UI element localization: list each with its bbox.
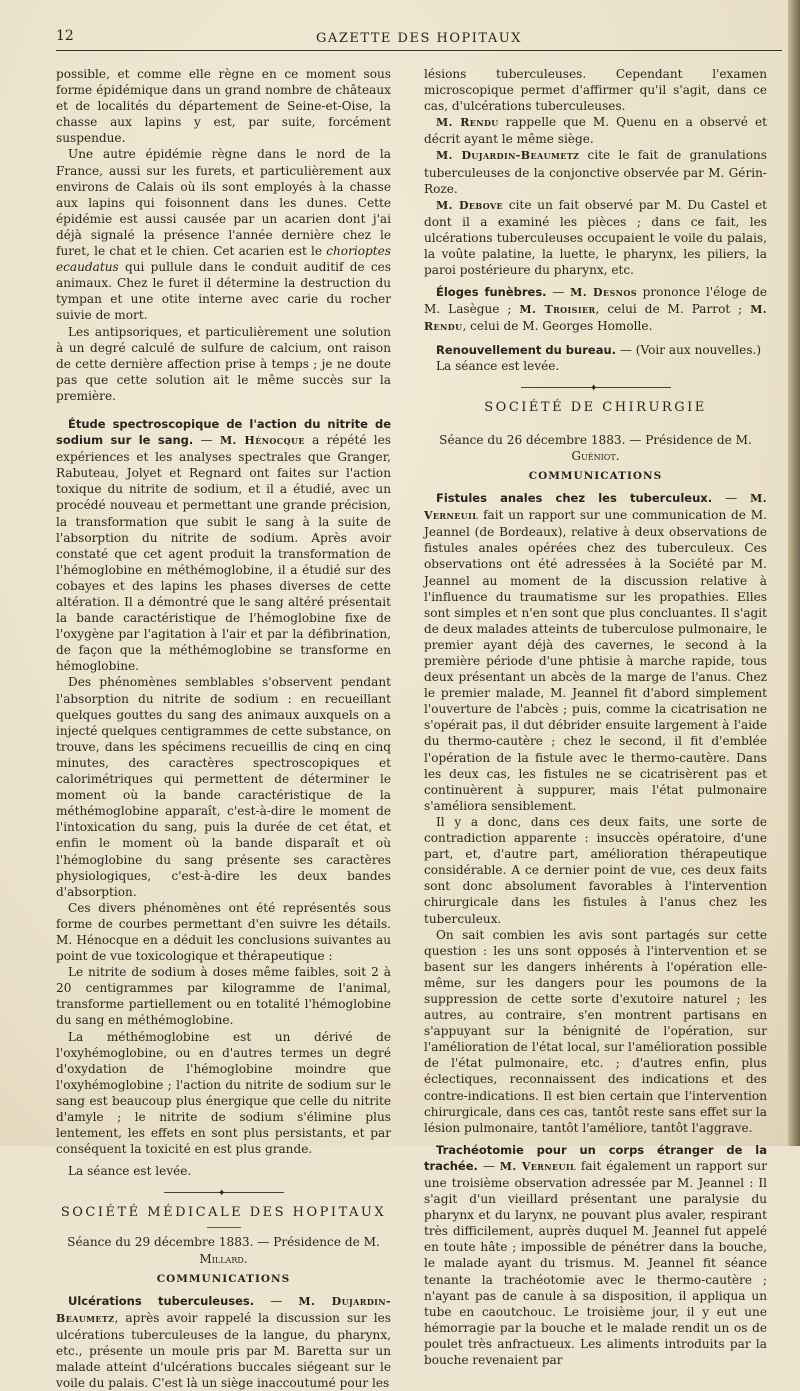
author-name: M. Hénocque [219, 434, 305, 448]
author-name: M. Dujardin-Beaumetz [436, 149, 580, 163]
article-title: Renouvellement du bureau. [436, 342, 617, 357]
author-name: M. Verneuil [499, 1159, 577, 1173]
page-edge-shadow [788, 0, 800, 1146]
page-number: 12 [56, 28, 74, 44]
right-column [424, 66, 767, 1368]
closing-line: La séance est levée. [68, 1164, 192, 1179]
species-name: chorioptes ecaudatus [56, 244, 391, 275]
author-name: M. Dujardin-Beaumetz [56, 1294, 391, 1325]
paragraph: Ces divers phénomènes ont été représentés sous forme de courbes permettant d'en suivre les détails. M. Hénocque en a déduit les conclusions suivantes au point de vue toxicologique et thérapeutique : [56, 900, 391, 964]
society-title: SOCIÉTÉ MÉDICALE DES HOPITAUX [60, 1205, 387, 1221]
article-fistules: Fistules anales chez les tuberculeux. — M. Verneuil fait un rapport sur une communication de M. Jeannel (de Bordeaux), relative à deux observations de fistules anales opérées chez des tuberculeux. Ces observations ont été adressées à la Société par M. Jeannel au moment de la discussion relative à l'influence du traumatisme sur les propathies. Elles sont simples et n'en sont que plus concluantes. Il s'agit de deux malades atteints de tuberculose pulmonaire, le premier ayant déjà des cavernes, le second à la première période d'une phtisie à marche rapide, tous deux présentant un abcès de la marge de l'anus. Chez le premier malade, M. Jeannel fit d'abord simplement l'ouverture de l'abcès ; puis, comme la cicatrisation ne s'opérait pas, il dut débrider ensuite largement à l'aide du thermo-cautère ; chez le second, il fit d'emblée l'opération de la fistule avec le thermo-cautère. Dans les deux cas, les fistules ne se cicatrisèrent pas et continuèrent à suppurer, mais l'état pulmonaire s'améliora sensiblement. [424, 491, 767, 813]
paragraph: Il y a donc, dans ces deux faits, une sorte de contradiction apparente : insuccès opératoire, d'une part, et, d'autre part, amélioration thérapeutique considérable. A ce dernier point de vue, ces deux faits sont donc absolument favorables à l'intervention chirurgicale dans les fistules à l'anus chez les tuberculeux. [424, 814, 767, 926]
article-tracheotomie: Trachéotomie pour un corps étranger de la trachée. — M. Verneuil fait également un rapport sur une troisième observation adressée par M. Jeannel : Il s'agit d'un vieillard présentant une paralysie du pharynx et du larynx, ne pouvant plus avaler, respirant très difficilement, auprès duquel M. Jeannel fut appelé en toute hâte ; impossible de pénétrer dans la bouche, le malade ayant du trismus. M. Jeannel fit séance tenante la trachéotomie avec le thermo-cautère ; n'ayant pas de canule à sa disposition, il appliqua un tube en caoutchouc. Le troisième jour, il y eut une hémorragie par la bouche et le malade rendit un os de poulet très anfractueux. Les aliments introduits par la bouche revenaient par [424, 1142, 767, 1368]
paragraph: lésions tuberculeuses. Cependant l'examen microscopique permet d'affirmer qu'il s'agit, dans ce cas, d'ulcérations tuberculeuses. [424, 67, 767, 114]
article-title: Fistules anales chez les tuberculeux. [436, 491, 713, 506]
article-title: Éloges funèbres. [436, 285, 547, 300]
divider [207, 1227, 241, 1228]
article-ulcerations: Ulcérations tuberculeuses. — M. Dujardin-Beaumetz, après avoir rappelé la discussion sur les ulcérations tuberculeuses de la langue, du pharynx, etc., présente un moule pris par M. Baretta sur un malade atteint d'ulcérations buccales siégeant sur le voile du palais. C'est là un siège inaccoutumé pour les [56, 1293, 391, 1391]
left-column [56, 66, 391, 1391]
communications-heading: COMMUNICATIONS [156, 1272, 291, 1285]
paragraph: Des phénomènes semblables s'observent pendant l'absorption du nitrite de sodium : en recueillant quelques gouttes du sang des animaux auxquels on a injecté quelques centigrammes de cette substance, on trouve, dans les spécimens recueillis de cinq en cinq minutes, des caractères spectroscopiques et calorimétriques qui permettent de déterminer le moment où la bande caractéristique de la méthémoglobine apparaît, c'est-à-dire le moment de l'intoxication du sang, puis la durée de cet état, et enfin le moment où la bande disparaît et où l'hémoglobine du sang présente ses caractères physiologiques, c'est-à-dire les deux bandes d'absorption. [56, 675, 391, 899]
paragraph: On sait combien les avis sont partagés sur cette question : les uns sont opposés à l'intervention et se basent sur les dangers inhérents à l'opération elle-même, sur les dangers pour les poumons de la suppression de cette sorte d'exutoire naturel ; les autres, au contraire, s'en montrent partisans en s'appuyant sur la bénignité de l'opération, sur l'amélioration de l'état local, sur l'amélioration possible de l'état pulmonaire, etc. ; d'autres enfin, plus éclectiques, reconnaissent des indications et des contre-indications. Il est bien certain que l'intervention chirurgicale, dans ces cas, tantôt reste sans effet sur la lésion pulmonaire, tantôt l'améliore, tantôt l'aggrave. [424, 927, 767, 1135]
ornament-divider: ✦ [521, 382, 671, 392]
article-renouvellement: Renouvellement du bureau. — (Voir aux nouvelles.) [436, 342, 762, 357]
paragraph: M. Dujardin-Beaumetz cite le fait de granulations tuberculeuses de la conjonctive observée par M. Gérin-Roze. [424, 148, 767, 196]
paragraph: Les antipsoriques, et particulièrement une solution à un degré calculé de sulfure de calcium, ont raison de cette dernière affection prise à temps ; je ne doute pas que cette solution ait le même succès sur la première. [56, 324, 391, 403]
paragraph: Une autre épidémie règne dans le nord de la France, aussi sur les furets, et particulièrement aux environs de Calais où ils sont employés à la chasse aux lapins qui foisonnent dans les dunes. Cette épidémie est aussi causée par un acarien dont j'ai déjà signalé la présence l'année dernière chez le furet, le chat et le chien. Cet acarien est le chorioptes ecaudatus qui pullule dans le conduit auditif de ces animaux. Chez le furet il détermine la destruction du tympan et une otite interne avec carie du rocher suivie de mort. [56, 147, 391, 323]
article-eloges: Éloges funèbres. — M. Desnos prononce l'éloge de M. Lasègue ; M. Troisier, celui de M. Parrot ; M. Rendu, celui de M. Georges Homolle. [424, 285, 767, 334]
paragraph: possible, et comme elle règne en ce moment sous forme épidémique dans un grand nombre de châteaux et de localités du département de Seine-et-Oise, la chasse aux lapins y est, par suite, forcément suspendue. [56, 67, 391, 146]
communications-heading: COMMUNICATIONS [528, 469, 663, 482]
paragraph: M. Debove cite un fait observé par M. Du Castel et dont il a examiné les pièces ; dans ce fait, les ulcérations tuberculeuses occupaient le voile du palais, la voûte palatine, la luette, le pharynx, les piliers, la paroi postérieure du pharynx, etc. [424, 197, 767, 278]
author-name: M. Verneuil [424, 492, 767, 523]
paragraph: La méthémoglobine est un dérivé de l'oxyhémoglobine, ou en d'autres termes un degré d'oxydation de l'hémoglobine moindre que l'oxyhémoglobine ; l'action du nitrite de sodium sur le sang est beaucoup plus énergique que celle du nitrite d'amyle ; le nitrite de sodium s'élimine plus lentement, les effets en sont plus persistants, et par conséquent la toxicité en est plus grande. [56, 1029, 391, 1157]
session-line: Séance du 29 décembre 1883. — Présidence de M. Millard. [67, 1235, 380, 1266]
author-name: M. Debove [436, 198, 504, 212]
closing-line: La séance est levée. [436, 358, 560, 373]
author-name: M. Rendu [436, 116, 499, 130]
ornament-divider: ✦ [164, 1187, 284, 1197]
page-header [56, 28, 782, 51]
article-title: Étude spectroscopique de l'action du nitrite de sodium sur le sang. [56, 416, 391, 448]
article-etude-spectroscopique: Étude spectroscopique de l'action du nitrite de sodium sur le sang. — M. Hénocque a répété les expériences et les analyses spectrales que Granger, Rabuteau, Jolyet et Regnard ont faites sur l'action toxique du nitrite de sodium, et il a étudié, avec un procédé nouveau et permettant une grande précision, la transformation que subit le sang à la suite de l'absorption du nitrite de sodium. Après avoir constaté que cet agent produit la transformation de l'hémoglobine en méthémoglobine, il a étudié sur des cobayes et des lapins les phases diverses de cette altération. Il a démontré que le sang altéré présentait la bande caractéristique de l'hémoglobine fixe de l'oxygène par l'agitation à l'air et par la défibrination, de façon que la méthémoglobine se transforme en hémoglobine. [56, 416, 391, 674]
session-line: Séance du 26 décembre 1883. — Présidence de M. Guéniot. [439, 432, 752, 463]
paragraph: Le nitrite de sodium à doses même faibles, soit 2 à 20 centigrammes par kilogramme de l'animal, transforme partiellement ou en totalité l'hémoglobine du sang en méthémoglobine. [56, 965, 391, 1028]
society-title: SOCIÉTÉ DE CHIRURGIE [484, 399, 707, 415]
paragraph: M. Rendu rappelle que M. Quenu en a observé et décrit ayant le même siège. [424, 115, 767, 147]
article-title: Trachéotomie pour un corps étranger de la trachée. [424, 1142, 767, 1173]
article-title: Ulcérations tuberculeuses. [68, 1293, 255, 1308]
journal-title: GAZETTE DES HOPITAUX [316, 31, 522, 46]
